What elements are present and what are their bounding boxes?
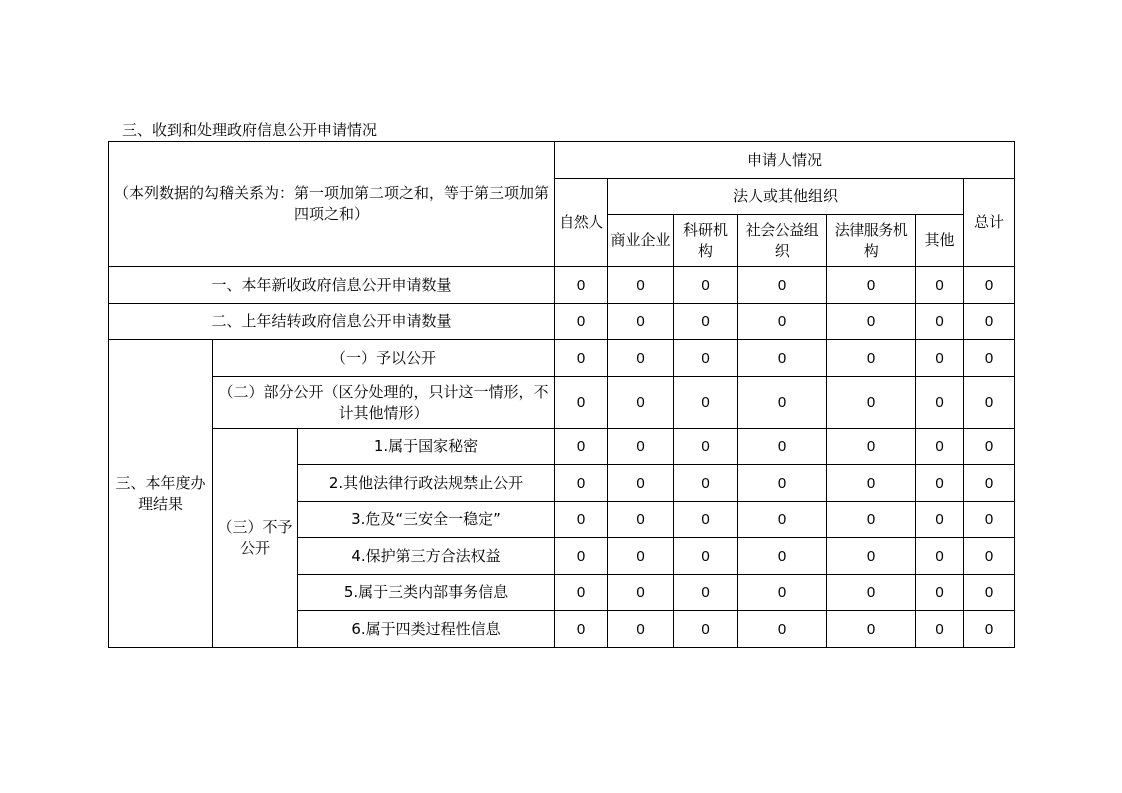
cell-value: 0 bbox=[916, 611, 964, 648]
cell-value: 0 bbox=[827, 377, 916, 429]
row-label: 一、本年新收政府信息公开申请数量 bbox=[109, 267, 555, 304]
cell-value: 0 bbox=[674, 304, 738, 340]
cell-value: 0 bbox=[608, 575, 674, 611]
row-label: 4.保护第三方合法权益 bbox=[298, 538, 555, 575]
cell-value: 0 bbox=[738, 304, 827, 340]
cell-value: 0 bbox=[964, 611, 1015, 648]
cell-value: 0 bbox=[827, 465, 916, 502]
cell-value: 0 bbox=[555, 267, 608, 304]
cell-value: 0 bbox=[916, 502, 964, 538]
table-row bbox=[109, 267, 1015, 304]
cell-value: 0 bbox=[964, 538, 1015, 575]
cell-value: 0 bbox=[555, 304, 608, 340]
header-applicant: 申请人情况 bbox=[555, 142, 1015, 179]
cell-value: 0 bbox=[608, 502, 674, 538]
cell-value: 0 bbox=[674, 465, 738, 502]
header-public-welfare: 社会公益组织 bbox=[738, 215, 827, 267]
cell-value: 0 bbox=[964, 575, 1015, 611]
cell-value: 0 bbox=[964, 502, 1015, 538]
row-label: （一）予以公开 bbox=[213, 340, 555, 377]
cell-value: 0 bbox=[555, 502, 608, 538]
cell-value: 0 bbox=[827, 340, 916, 377]
cell-value: 0 bbox=[827, 575, 916, 611]
table-row bbox=[109, 429, 1015, 465]
row-subgroup-label: （三）不予公开 bbox=[213, 429, 298, 648]
header-total: 总计 bbox=[964, 179, 1015, 267]
cell-value: 0 bbox=[555, 538, 608, 575]
cell-value: 0 bbox=[674, 538, 738, 575]
header-legal-group: 法人或其他组织 bbox=[608, 179, 964, 215]
cell-value: 0 bbox=[738, 429, 827, 465]
cell-value: 0 bbox=[608, 465, 674, 502]
header-other: 其他 bbox=[916, 215, 964, 267]
cell-value: 0 bbox=[738, 611, 827, 648]
cell-value: 0 bbox=[608, 538, 674, 575]
cell-value: 0 bbox=[674, 377, 738, 429]
cell-value: 0 bbox=[964, 340, 1015, 377]
header-research: 科研机构 bbox=[674, 215, 738, 267]
cell-value: 0 bbox=[555, 429, 608, 465]
cell-value: 0 bbox=[916, 465, 964, 502]
cell-value: 0 bbox=[674, 575, 738, 611]
cell-value: 0 bbox=[555, 611, 608, 648]
row-label: 2.其他法律行政法规禁止公开 bbox=[298, 465, 555, 502]
cell-value: 0 bbox=[827, 502, 916, 538]
cell-value: 0 bbox=[674, 502, 738, 538]
row-label: 6.属于四类过程性信息 bbox=[298, 611, 555, 648]
cell-value: 0 bbox=[964, 465, 1015, 502]
table-row bbox=[109, 340, 1015, 377]
cell-value: 0 bbox=[555, 575, 608, 611]
cell-value: 0 bbox=[608, 340, 674, 377]
row-label: 二、上年结转政府信息公开申请数量 bbox=[109, 304, 555, 340]
cell-value: 0 bbox=[555, 465, 608, 502]
cell-value: 0 bbox=[608, 304, 674, 340]
application-table bbox=[108, 141, 1015, 648]
table-row bbox=[109, 377, 1015, 429]
cell-value: 0 bbox=[608, 267, 674, 304]
cell-value: 0 bbox=[827, 267, 916, 304]
cell-value: 0 bbox=[827, 611, 916, 648]
cell-value: 0 bbox=[964, 267, 1015, 304]
cell-value: 0 bbox=[916, 429, 964, 465]
cell-value: 0 bbox=[916, 377, 964, 429]
cell-value: 0 bbox=[555, 377, 608, 429]
table-row bbox=[109, 304, 1015, 340]
cell-value: 0 bbox=[964, 304, 1015, 340]
cell-value: 0 bbox=[916, 575, 964, 611]
cell-value: 0 bbox=[674, 340, 738, 377]
cell-value: 0 bbox=[738, 377, 827, 429]
cell-value: 0 bbox=[738, 465, 827, 502]
cell-value: 0 bbox=[738, 575, 827, 611]
cell-value: 0 bbox=[916, 267, 964, 304]
header-note: （本列数据的勾稽关系为：第一项加第二项之和，等于第三项加第四项之和） bbox=[109, 142, 555, 267]
cell-value: 0 bbox=[827, 429, 916, 465]
cell-value: 0 bbox=[608, 611, 674, 648]
row-label: 1.属于国家秘密 bbox=[298, 429, 555, 465]
cell-value: 0 bbox=[738, 267, 827, 304]
cell-value: 0 bbox=[964, 377, 1015, 429]
cell-value: 0 bbox=[608, 429, 674, 465]
header-natural-person: 自然人 bbox=[555, 179, 608, 267]
cell-value: 0 bbox=[916, 538, 964, 575]
cell-value: 0 bbox=[827, 304, 916, 340]
section-title: 三、收到和处理政府信息公开申请情况 bbox=[122, 121, 378, 139]
row-label: 3.危及“三安全一稳定” bbox=[298, 502, 555, 538]
row-label: 5.属于三类内部事务信息 bbox=[298, 575, 555, 611]
cell-value: 0 bbox=[674, 429, 738, 465]
cell-value: 0 bbox=[738, 340, 827, 377]
cell-value: 0 bbox=[738, 538, 827, 575]
header-legal-service: 法律服务机构 bbox=[827, 215, 916, 267]
row-label: （二）部分公开（区分处理的，只计这一情形，不计其他情形） bbox=[213, 377, 555, 429]
cell-value: 0 bbox=[555, 340, 608, 377]
cell-value: 0 bbox=[827, 538, 916, 575]
header-business: 商业企业 bbox=[608, 215, 674, 267]
cell-value: 0 bbox=[608, 377, 674, 429]
cell-value: 0 bbox=[964, 429, 1015, 465]
cell-value: 0 bbox=[916, 304, 964, 340]
cell-value: 0 bbox=[916, 340, 964, 377]
cell-value: 0 bbox=[674, 611, 738, 648]
cell-value: 0 bbox=[674, 267, 738, 304]
row-group-label: 三、本年度办理结果 bbox=[109, 340, 213, 648]
cell-value: 0 bbox=[738, 502, 827, 538]
